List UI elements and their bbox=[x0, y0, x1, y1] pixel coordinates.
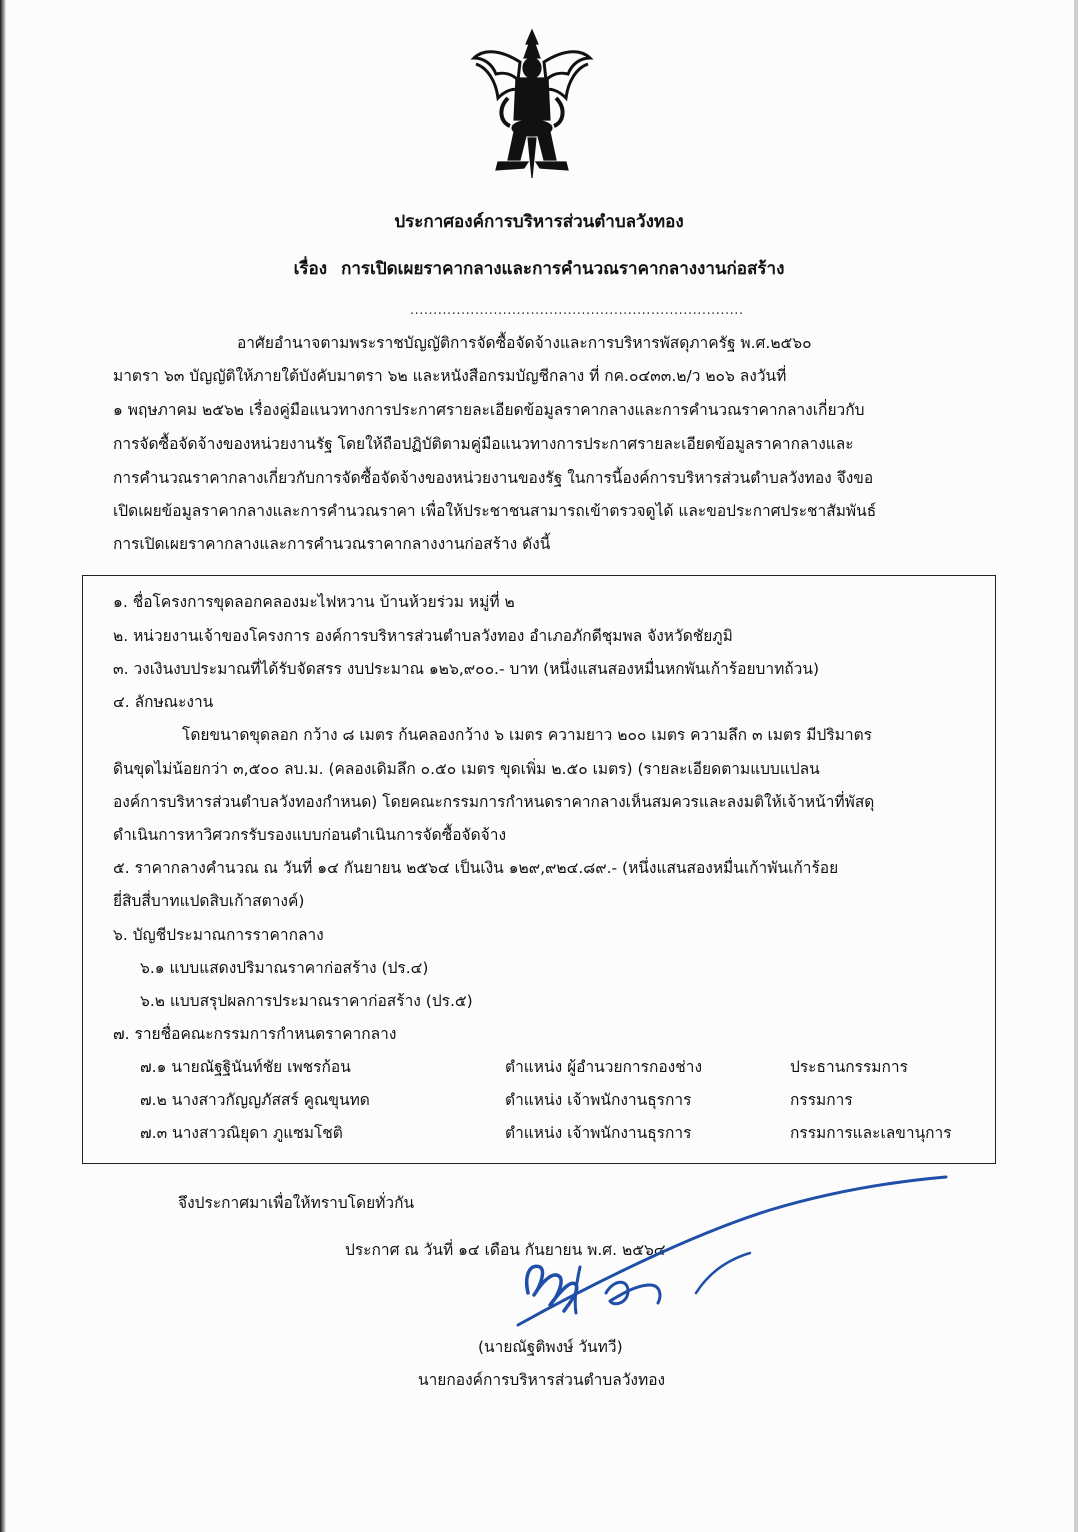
work-detail-line: ดินขุดไม่น้อยกว่า ๓,๕๐๐ ลบ.ม. (คลองเดิมลึก ๐.๕๐ เมตร ขุดเพิ่ม ๒.๕๐ เมตร) (รายละเอียดตามแบบแปลน bbox=[113, 760, 820, 778]
item-median-price-cont: ยี่สิบสี่บาทแปดสิบเก้าสตางค์) bbox=[113, 892, 305, 910]
committee-member-name: ๗.๒ นางสาวกัญญภัสสร์ คูณขุนทด bbox=[140, 1091, 370, 1109]
committee-member-position: ตำแหน่ง เจ้าพนักงานธุรการ bbox=[505, 1124, 692, 1142]
committee-member-role: กรรมการและเลขานุการ bbox=[790, 1124, 952, 1142]
item-project-name: ๑. ชื่อโครงการขุดลอกคลองมะไฟหวาน บ้านห้วยร่วม หมู่ที่ ๒ bbox=[113, 593, 515, 611]
estimate-form-4: ๖.๑ แบบแสดงปริมาณราคาก่อสร้าง (ปร.๔) bbox=[140, 959, 429, 977]
item-budget: ๓. วงเงินงบประมาณที่ได้รับจัดสรร งบประมาณ ๑๒๖,๙๐๐.- บาท (หนึ่งแสนสองหมื่นหกพันเก้าร้อยบาทถ้วน) bbox=[113, 660, 820, 678]
closing-announcement: จึงประกาศมาเพื่อให้ทราบโดยทั่วกัน bbox=[178, 1194, 415, 1212]
work-detail-line: โดยขนาดขุดลอก กว้าง ๘ เมตร ก้นคลองกว้าง ๖ เมตร ความยาว ๒๐๐ เมตร ความลึก ๓ เมตร มีปริมาตร bbox=[182, 726, 872, 744]
intro-line: เปิดเผยข้อมูลราคากลางและการคำนวณราคา เพื่อให้ประชาชนสามารถเข้าตรวจดูได้ และขอประกาศประชาสัมพันธ์ bbox=[113, 502, 877, 520]
intro-line: การเปิดเผยราคากลางและการคำนวณราคากลางงานก่อสร้าง ดังนี้ bbox=[113, 535, 551, 553]
signer-name: (นายณัฐติพงษ์ วันทวี) bbox=[478, 1338, 623, 1356]
subject-label: เรื่อง bbox=[293, 259, 328, 279]
item-committee: ๗. รายชื่อคณะกรรมการกำหนดราคากลาง bbox=[113, 1025, 397, 1043]
intro-line: อาศัยอำนาจตามพระราชบัญญัติการจัดซื้อจัดจ้างและการบริหารพัสดุภาครัฐ พ.ศ.๒๕๖๐ bbox=[237, 334, 812, 352]
intro-line: มาตรา ๖๓ บัญญัติให้ภายใต้บังคับมาตรา ๖๒ และหนังสือกรมบัญชีกลาง ที่ กค.๐๔๓๓.๒/ว ๒๐๖ ลงวันที่ bbox=[113, 367, 787, 385]
garuda-emblem-icon bbox=[468, 28, 596, 180]
work-detail-line: องค์การบริหารส่วนตำบลวังทองกำหนด) โดยคณะกรรมการกำหนดราคากลางเห็นสมควรและลงมติให้เจ้าหน้าที่พัสดุ bbox=[113, 793, 875, 811]
handwritten-signature-icon bbox=[510, 1175, 950, 1335]
announcement-date: ประกาศ ณ วันที่ ๑๔ เดือน กันยายน พ.ศ. ๒๕๖๔ bbox=[345, 1241, 666, 1259]
item-owner-agency: ๒. หน่วยงานเจ้าของโครงการ องค์การบริหารส่วนตำบลวังทอง อำเภอภักดีชุมพล จังหวัดชัยภูมิ bbox=[113, 627, 733, 645]
subject-text: การเปิดเผยราคากลางและการคำนวณราคากลางงานก่อสร้าง bbox=[341, 259, 785, 279]
intro-line: การคำนวณราคากลางเกี่ยวกับการจัดซื้อจัดจ้างของหน่วยงานของรัฐ ในการนี้องค์การบริหารส่วนตำบลวังทอง จึงขอ bbox=[113, 469, 874, 487]
committee-member-position: ตำแหน่ง เจ้าพนักงานธุรการ bbox=[505, 1091, 692, 1109]
committee-member-name: ๗.๑ นายณัฐฐินันท์ชัย เพชรก้อน bbox=[140, 1058, 351, 1076]
committee-member-role: กรรมการ bbox=[790, 1091, 853, 1109]
committee-member-name: ๗.๓ นางสาวณิยุดา ภูแซมโชติ bbox=[140, 1124, 343, 1142]
announcement-subject bbox=[0, 255, 1078, 282]
work-detail-line: ดำเนินการหาวิศวกรรับรองแบบก่อนดำเนินการจัดซื้อจัดจ้าง bbox=[113, 826, 507, 844]
announcement-title: ประกาศองค์การบริหารส่วนตำบลวังทอง bbox=[394, 212, 684, 232]
committee-member-role: ประธานกรรมการ bbox=[790, 1058, 908, 1076]
estimate-form-5: ๖.๒ แบบสรุปผลการประมาณราคาก่อสร้าง (ปร.๕) bbox=[140, 992, 473, 1010]
item-median-price: ๕. ราคากลางคำนวณ ณ วันที่ ๑๔ กันยายน ๒๕๖๔ เป็นเงิน ๑๒๙,๙๒๔.๘๙.- (หนึ่งแสนสองหมื่นเก้าพันเก้าร้อย bbox=[113, 859, 839, 877]
dotted-separator: ........................................................................ bbox=[410, 303, 744, 318]
item-work-type: ๔. ลักษณะงาน bbox=[113, 693, 214, 711]
signer-position: นายกองค์การบริหารส่วนตำบลวังทอง bbox=[418, 1371, 666, 1389]
intro-line: ๑ พฤษภาคม ๒๕๖๒ เรื่องคู่มือแนวทางการประกาศรายละเอียดข้อมูลราคากลางและการคำนวณราคากลางเกี่ยวกับ bbox=[113, 401, 865, 419]
committee-member-position: ตำแหน่ง ผู้อำนวยการกองช่าง bbox=[505, 1058, 703, 1076]
item-estimate-list: ๖. บัญชีประมาณการราคากลาง bbox=[113, 926, 324, 944]
intro-line: การจัดซื้อจัดจ้างของหน่วยงานรัฐ โดยให้ถือปฏิบัติตามคู่มือแนวทางการประกาศรายละเอียดข้อมูลราคากลางและ bbox=[113, 435, 854, 453]
